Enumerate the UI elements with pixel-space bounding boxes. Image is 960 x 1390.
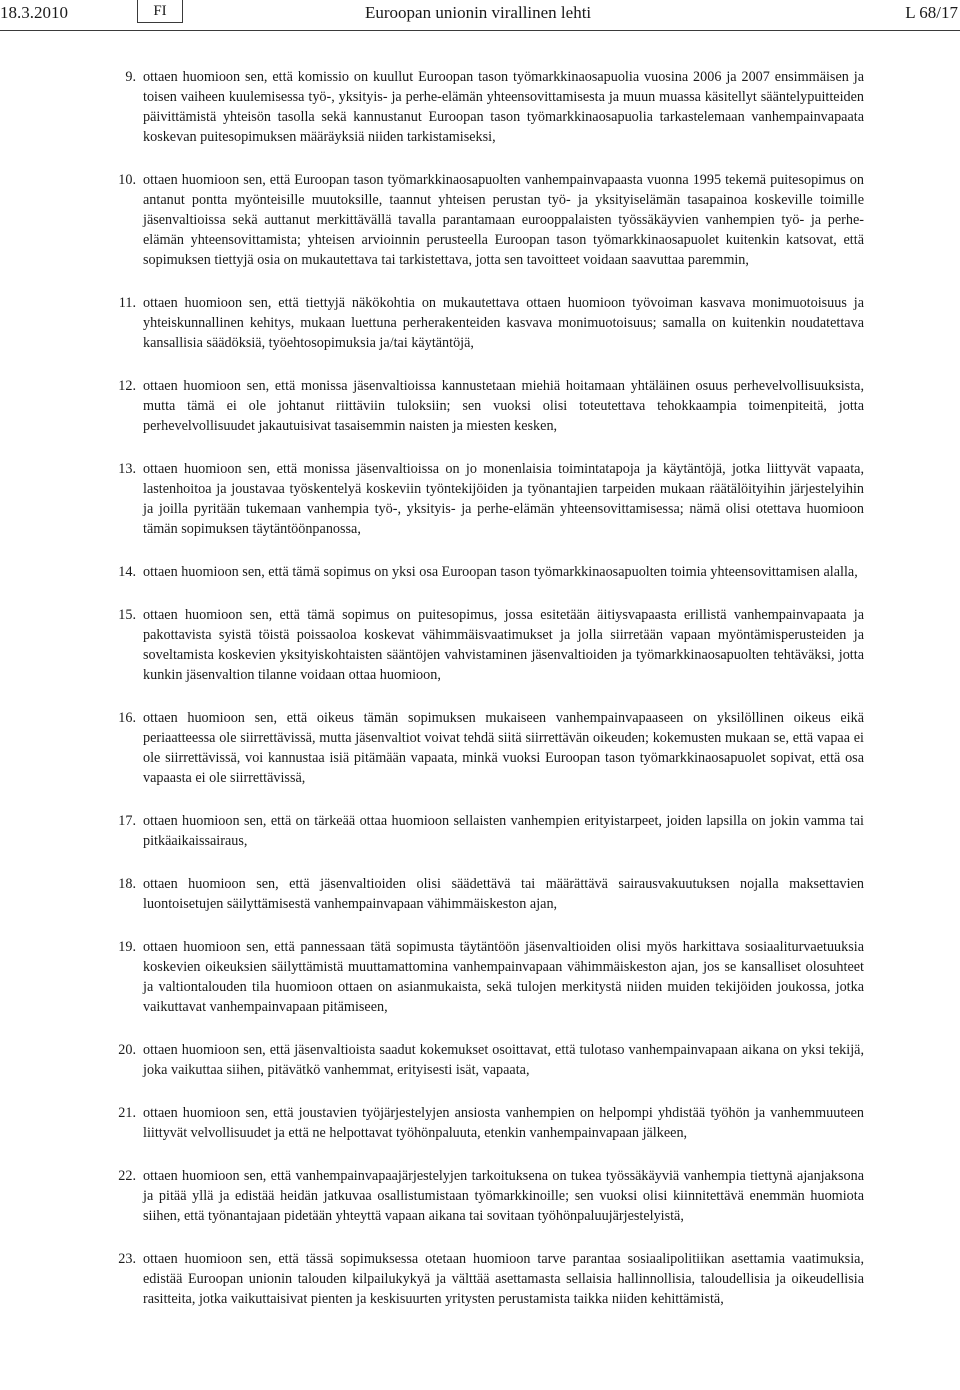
recital-number: 10. [118,172,136,188]
recital-item [0,293,960,353]
recital-item [0,874,960,914]
recital-item [0,811,960,851]
language-code-box: FI [137,0,183,23]
recital-text: ottaen huomioon sen, että jäsenvaltioiden olisi säädettävä tai määrättävä sairausvakuutuksen nojalla maksettavien luontoisetujen säilyttämisestä vanhempainvapaan vähimmäiskeston ajan, [143,876,864,912]
recital-item [0,1103,960,1143]
recital-text: ottaen huomioon sen, että Euroopan tason työmarkkinaosapuolten vanhempainvapaasta vuonna 1995 tekemä puitesopimus on antanut pontta myönteisille muutoksille, taannut yhteisen perustan työ- ja yksityiselämän tasapainoa koskeville toimille jäsenvaltioissa sekä auttanut merkittävällä tavalla parantamaan eurooppalaisten työssäkäyvien vanhempien työ- ja perhe-elämän yhteensovittamista; yhteisen arvioinnin perusteella Euroopan tason työmarkkinaosapuolet kuitenkin katsovat, että sopimuksen tiettyjä osia on mukautettava tai tarkistettava, jotta sen tavoitteet voidaan saavuttaa paremmin, [143,172,864,268]
recital-number: 22. [118,1168,136,1184]
recital-number: 9. [125,69,136,85]
recital-number: 18. [118,876,136,892]
journal-title: Euroopan unionin virallinen lehti [365,3,592,22]
recital-item [0,605,960,685]
recital-number: 19. [118,939,136,955]
page-header [0,0,960,31]
recital-number: 14. [118,564,136,580]
recital-item [0,67,960,147]
recital-text: ottaen huomioon sen, että tämä sopimus on puitesopimus, jossa esitetään äitiysvapaasta erillistä vanhempainvapaata ja pakottavista syistä töistä poissaoloa koskevat vähimmäisvaatimukset ja jolla siirretään vapaan myöntämisperusteiden ja soveltamista koskevien yksityiskohtaisten sääntöjen vahvistaminen jäsenvaltioiden ja työmarkkinaosapuolten tehtäväksi, jotta kunkin jäsenvaltion tilanne voidaan ottaa huomioon, [143,607,864,683]
recital-number: 17. [118,813,136,829]
recital-number: 16. [118,710,136,726]
recital-item [0,459,960,539]
page-reference: L 68/17 [905,3,958,22]
recital-number: 23. [118,1251,136,1267]
recital-text: ottaen huomioon sen, että tiettyjä näkökohtia on mukautettava ottaen huomioon työvoiman kasvava monimuotoisuus ja yhteiskunnallinen kehitys, mukaan luettuna perherakenteiden kasvava monimuotoisuus; samalla on kuitenkin noudatettava kansallisia säädöksiä, työehtosopimuksia ja/tai käytäntöjä, [143,295,864,351]
recital-item [0,708,960,788]
recital-text: ottaen huomioon sen, että monissa jäsenvaltioissa on jo monenlaisia toimintatapoja ja käytäntöjä, jotka liittyvät vapaata, lastenhoitoa ja joustavaa työskentelyä koskeviin työntekijöiden ja työnantajien tarpeiden mukaan räätälöityihin järjestelyihin ja joilla pyritään tukemaan vanhempia työ-, yksityis- ja perhe-elämän yhteensovittamisessa; nämä olisi otettava huomioon tämän sopimuksen täytäntöönpanossa, [143,461,864,537]
recital-item [0,562,960,582]
recital-text: ottaen huomioon sen, että komissio on kuullut Euroopan tason työmarkkinaosapuolia vuosina 2006 ja 2007 ensimmäisen ja toisen vaiheen kuulemisessa työ-, yksityis- ja perhe-elämän yhteensovittamisesta ja muun muassa käsitellyt sääntelypuitteiden päivittämistä yhteisön tasolla sekä kannustanut Euroopan tason työmarkkinaosapuolia tarkastelemaan vanhempainvapaata koskevan puitesopimuksen määräyksiä niiden tarkistamiseksi, [143,69,864,145]
recital-text: ottaen huomioon sen, että jäsenvaltioista saadut kokemukset osoittavat, että tulotaso vanhempainvapaan aikana on yksi tekijä, joka vaikuttaa siihen, pitävätkö vanhemmat, erityisesti isät, vapaata, [143,1042,864,1078]
recital-text: ottaen huomioon sen, että monissa jäsenvaltioissa kannustetaan miehiä hoitamaan yhtäläinen osuus perhevelvollisuuksista, mutta tämä ei ole johtanut riittäviin tuloksiin; sen vuoksi olisi toteutettava tehokkaampia toimenpiteitä, jotta perhevelvollisuudet jakautuisivat tasaisemmin naisten ja miesten kesken, [143,378,864,434]
recital-text: ottaen huomioon sen, että oikeus tämän sopimuksen mukaiseen vanhempainvapaaseen on yksilöllinen oikeus eikä periaatteessa ole siirrettävissä, mutta jäsenvaltiot voivat tehdä siitä siirrettävän oikeuden; kokemusten mukaan se, että vapaa ei ole siirrettävissä, voi kannustaa isiä pitämään vapaata, minkä vuoksi Euroopan tason työmarkkinaosapuolet sopivat, että osa vapaasta ei ole siirrettävissä, [143,710,864,786]
recital-item [0,937,960,1017]
recital-number: 11. [118,295,136,311]
recital-text: ottaen huomioon sen, että tässä sopimuksessa otetaan huomioon tarve parantaa sosiaalipolitiikan asettamia vaatimuksia, edistää Euroopan unionin talouden kilpailukykyä ja välttää asettamasta sellaisia hallinnollisia, taloudellisia ja oikeudellisia rasitteita, jotka vaikuttaisivat pienten ja keskisuurten yritysten perustamista taikka niiden kehittämistä, [143,1251,864,1307]
recital-text: ottaen huomioon sen, että on tärkeää ottaa huomioon sellaisten vanhempien erityistarpeet, joiden lapsilla on jokin vamma tai pitkäaikaissairaus, [143,813,864,849]
recital-number: 15. [118,607,136,623]
recital-item [0,1166,960,1226]
recital-text: ottaen huomioon sen, että pannessaan tätä sopimusta täytäntöön jäsenvaltioiden olisi myös harkittava sosiaaliturvaetuuksia koskevien oikeuksien säilyttämistä muuttamattomina vanhempainvapaan vähimmäiskeston ajan, jos se kansalliset olosuhteet ja valtiontalouden tila huomioon ottaen on asianmukaista, sekä tulojen merkitystä niiden muiden tekijöiden joukossa, jotka vaikuttavat vanhempainvapaan pitämiseen, [143,939,864,1015]
recital-item [0,376,960,436]
recital-text: ottaen huomioon sen, että vanhempainvapaajärjestelyjen tarkoituksena on tukea työssäkäyviä vanhempia tiettynä ajanjaksona ja pitää yllä ja edistää heidän jatkuvaa osallistumistaan työmarkkinoille; sen vuoksi olisi kiinnitettävä enemmän huomiota siihen, että työnantajaan pidetään yhteyttä vapaan aikana tai sovitaan työhönpaluujärjestelyistä, [143,1168,864,1224]
recital-number: 21. [118,1105,136,1121]
recital-number: 20. [118,1042,136,1058]
recital-number: 12. [118,378,136,394]
recital-item [0,1040,960,1080]
recital-text: ottaen huomioon sen, että joustavien työjärjestelyjen ansiosta vanhempien on helpompi yhdistää työhön ja vanhemmuuteen liittyvät velvollisuudet ja että ne helpottavat työhönpaluuta, etenkin vanhempainvapaan jälkeen, [143,1105,864,1141]
publication-date: 18.3.2010 [0,3,68,22]
recital-item [0,170,960,270]
recitals-list [0,67,960,1332]
recital-text: ottaen huomioon sen, että tämä sopimus on yksi osa Euroopan tason työmarkkinaosapuolten toimia yhteensovittamisen alalla, [143,564,858,580]
recital-item [0,1249,960,1309]
recital-number: 13. [118,461,136,477]
